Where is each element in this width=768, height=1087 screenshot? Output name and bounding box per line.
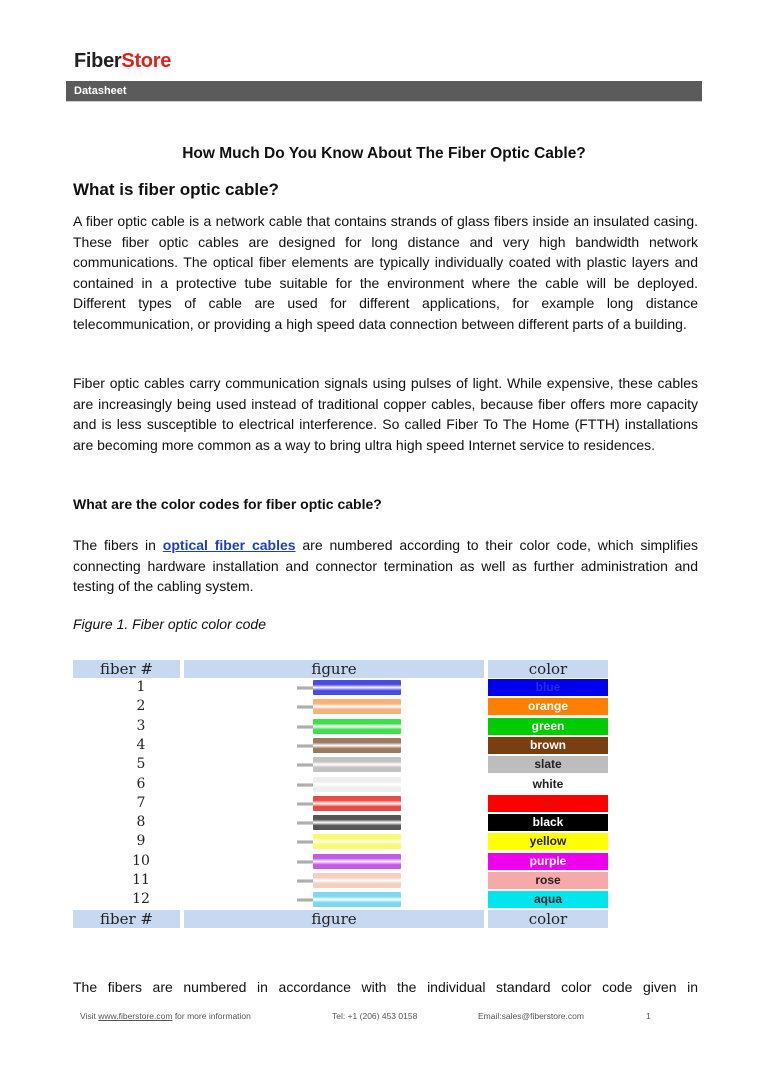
fiber-plug: [297, 898, 313, 902]
fiber-number: 11: [132, 872, 150, 888]
section-label: Datasheet: [74, 85, 127, 97]
fiber-number: 4: [136, 736, 146, 753]
fiber-number: 8: [136, 814, 146, 831]
fiber-number: 7: [136, 794, 146, 811]
fiber-plug: [297, 879, 313, 883]
fiber-strand: [313, 796, 401, 811]
color-code-table: [73, 660, 608, 928]
logo-store-text: Store: [121, 50, 172, 72]
paragraph-3: [73, 535, 698, 597]
fiber-number: 6: [136, 775, 146, 792]
optical-fiber-cables-link[interactable]: optical fiber cables: [162, 537, 296, 553]
paragraph-1: A fiber optic cable is a network cable that contains strands of glass fibers inside an insulated casing. These fiber optic cables are designed for long distance and very high bandwidth network communications. The optical fiber elements are typically individually coated with plastic layers and contained in a protective tube suitable for the environment where the cable will be deployed. Different types of cable are used for different applications, for example long distance telecommunication, or providing a high speed data connection between different parts of a building.: [73, 213, 698, 332]
paragraph-3-after: are numbered according to their color code, which simplifies connecting hardware installation and connector termination as well as further administration and testing of the cabling system.: [73, 537, 698, 594]
color-swatch: red: [488, 795, 608, 812]
color-swatch: aqua: [488, 891, 608, 908]
fiber-strand: [313, 777, 401, 792]
color-swatch: yellow: [488, 833, 608, 850]
color-swatch: green: [488, 718, 608, 735]
document-title: How Much Do You Know About The Fiber Optic Cable?: [182, 145, 586, 162]
footer-visit-prefix: Visit: [80, 1011, 99, 1021]
table-row: [73, 678, 608, 698]
fiber-strand: [313, 738, 401, 753]
page-number: 1: [646, 1011, 651, 1021]
fiber-plug: [297, 705, 313, 709]
table-header: [73, 660, 608, 678]
table-row: [73, 794, 608, 814]
fiber-plug: [297, 802, 313, 806]
header-color: color: [528, 660, 568, 678]
footer-color: color: [528, 910, 568, 928]
fiber-strand: [313, 757, 401, 772]
table-row: [73, 755, 608, 775]
fiber-strand: [313, 699, 401, 714]
table-footer: [73, 910, 608, 928]
fiber-plug: [297, 860, 313, 864]
fiber-plug: [297, 763, 313, 767]
table-row: [73, 852, 608, 872]
color-swatch: white: [488, 776, 608, 793]
table-row: [73, 697, 608, 717]
fiberstore-logo: [74, 50, 171, 73]
footer-visit-suffix: for more information: [172, 1011, 251, 1021]
fiber-strand: [313, 815, 401, 830]
paragraph-4: The fibers are numbered in accordance with the individual standard color code given in: [73, 979, 698, 995]
color-swatch: slate: [488, 756, 608, 773]
table-row: [73, 813, 608, 833]
fiber-plug: [297, 840, 313, 844]
color-swatch: blue: [488, 679, 608, 696]
fiber-plug: [297, 686, 313, 690]
fiber-number: 5: [136, 756, 146, 773]
table-row: [73, 717, 608, 737]
fiber-strand: [313, 854, 401, 869]
table-row: [73, 871, 608, 891]
table-row: [73, 832, 608, 852]
footer-website-link[interactable]: www.fiberstore.com: [98, 1011, 173, 1021]
fiber-number: 3: [136, 717, 146, 734]
table-row: [73, 775, 608, 795]
footer-fiber: fiber #: [100, 910, 153, 928]
header-fiber: fiber #: [100, 660, 153, 678]
fiber-strand: [313, 719, 401, 734]
fiber-number: 9: [136, 833, 146, 850]
fiber-strand: [313, 680, 401, 695]
footer-email: Email:sales@fiberstore.com: [478, 1011, 584, 1021]
fiber-number: 12: [132, 891, 150, 908]
fiber-plug: [297, 725, 313, 729]
fiber-plug: [297, 783, 313, 787]
table-row: [73, 736, 608, 756]
color-swatch: brown: [488, 737, 608, 754]
fiber-number: 2: [136, 698, 146, 715]
logo-fiber-text: Fiber: [74, 50, 122, 72]
fiber-strand: [313, 834, 401, 849]
color-swatch: black: [488, 814, 608, 831]
color-swatch: rose: [488, 872, 608, 889]
heading-what-is: What is fiber optic cable?: [73, 180, 279, 199]
table-row: [73, 890, 608, 910]
page-footer: [80, 1011, 660, 1025]
paragraph-2: Fiber optic cables carry communication signals using pulses of light. While expensive, these cables are increasingly being used instead of traditional copper cables, because fiber offers more capacity and is less susceptible to electrical interference. So called Fiber To The Home (FTTH) installations are becoming more common as a way to bring ultra high speed Internet service to residences.: [73, 375, 698, 453]
footer-tel: Tel: +1 (206) 453 0158: [332, 1011, 418, 1021]
section-bar: [66, 81, 702, 102]
fiber-number: 1: [136, 679, 146, 695]
color-swatch: purple: [488, 853, 608, 870]
footer-figure: figure: [311, 910, 357, 928]
header-figure: figure: [311, 660, 357, 678]
fiber-plug: [297, 821, 313, 825]
figure-caption: Figure 1. Fiber optic color code: [73, 616, 266, 632]
fiber-number: 10: [132, 852, 150, 869]
paragraph-3-before: The fibers in: [73, 537, 163, 553]
heading-color-codes: What are the color codes for fiber optic cable?: [73, 496, 382, 512]
footer-visit: [80, 1011, 251, 1021]
fiber-plug: [297, 744, 313, 748]
color-swatch: orange: [488, 698, 608, 715]
fiber-strand: [313, 873, 401, 888]
fiber-strand: [313, 892, 401, 907]
